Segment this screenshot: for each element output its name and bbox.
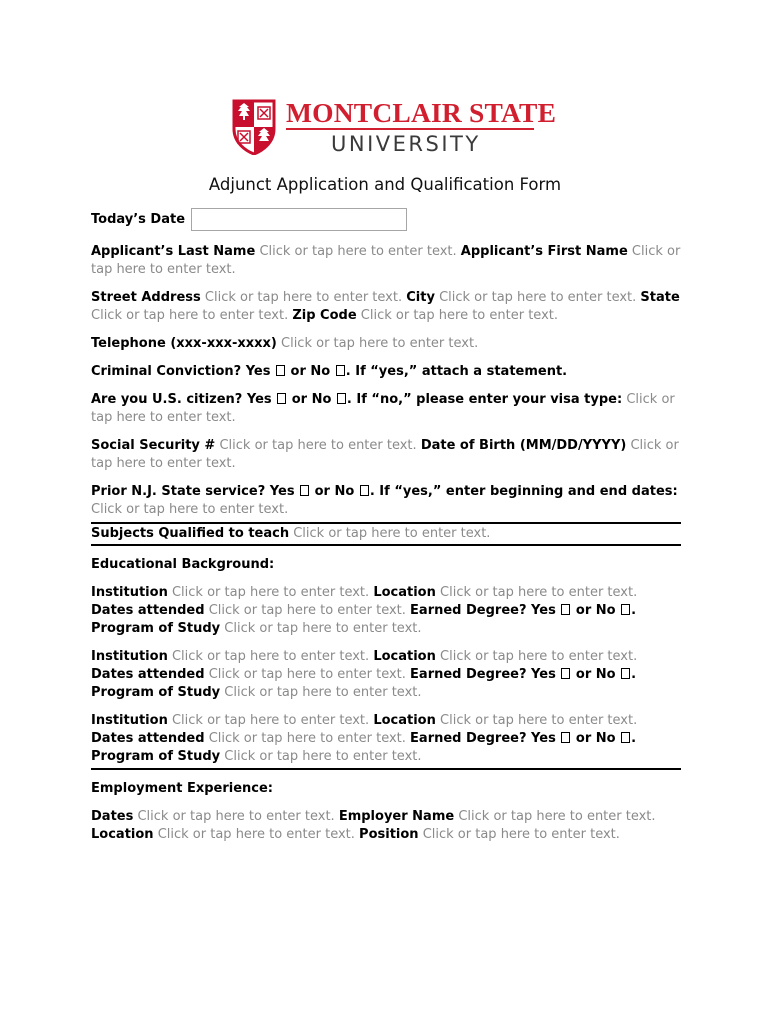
location-label: Location xyxy=(373,585,436,600)
institution-label: Institution xyxy=(91,649,168,664)
position-field[interactable] xyxy=(423,827,620,842)
nj-or-no-label: or No xyxy=(314,484,355,499)
program-field[interactable]: Click or tap here to enter text. xyxy=(224,749,422,764)
program-label: Program of Study xyxy=(91,749,221,764)
nj-dates-field[interactable]: Click or tap here to enter text. xyxy=(91,502,289,517)
logo-text-top: MONTCLAIR STATE xyxy=(286,97,557,128)
row-ssn-dob xyxy=(91,437,681,473)
citizen-no-checkbox[interactable] xyxy=(337,393,346,404)
row-subjects xyxy=(91,525,681,543)
row-criminal xyxy=(91,363,681,381)
telephone-label: Telephone (xxx-xxx-xxxx) xyxy=(91,336,277,351)
emp-dates-field[interactable]: Click or tap here to enter text. xyxy=(137,809,335,824)
earned-degree-label: Earned Degree? Yes xyxy=(410,731,556,746)
criminal-no-checkbox[interactable] xyxy=(336,365,345,376)
form-body xyxy=(91,208,681,844)
state-field[interactable]: Click or tap here to enter text. xyxy=(91,308,289,323)
dates-attended-label: Dates attended xyxy=(91,731,205,746)
employment-experience-heading xyxy=(91,780,681,798)
program-label: Program of Study xyxy=(91,621,221,636)
position-placeholder-part-2: text. xyxy=(590,827,620,842)
ssn-label: Social Security # xyxy=(91,438,216,453)
location-field[interactable]: Click or tap here to enter text. xyxy=(440,713,638,728)
row-todays-date xyxy=(91,208,681,234)
dates-attended-label: Dates attended xyxy=(91,667,205,682)
institution-field[interactable]: Click or tap here to enter text. xyxy=(171,585,370,600)
period-text: . xyxy=(631,603,637,618)
program-label: Program of Study xyxy=(91,685,221,700)
employer-label: Employer Name xyxy=(338,809,455,824)
dates-attended-field[interactable]: Click or tap here to enter text. xyxy=(208,731,406,746)
earned-or-no-label: or No xyxy=(575,667,616,682)
street-label: Street Address xyxy=(91,290,201,305)
todays-date-input[interactable] xyxy=(191,208,407,231)
divider xyxy=(91,768,681,770)
logo-divider xyxy=(286,128,534,130)
earned-no-checkbox[interactable] xyxy=(621,668,630,679)
divider xyxy=(91,522,681,524)
nj-label: Prior N.J. State service? Yes xyxy=(91,484,295,499)
divider xyxy=(91,544,681,546)
location-label: Location xyxy=(373,649,436,664)
nj-no-checkbox[interactable] xyxy=(360,485,369,496)
telephone-field[interactable]: Click or tap here to enter text. xyxy=(281,336,479,351)
education-entry xyxy=(91,648,681,702)
location-field[interactable]: Click or tap here to enter text. xyxy=(440,585,638,600)
program-field[interactable]: Click or tap here to enter text. xyxy=(224,621,422,636)
shield-crest-icon xyxy=(232,99,276,155)
location-label: Location xyxy=(373,713,436,728)
emp-dates-label: Dates xyxy=(91,809,134,824)
street-field[interactable]: Click or tap here to enter text. xyxy=(204,290,403,305)
emp-location-label: Location xyxy=(91,827,154,842)
earned-degree-label: Earned Degree? Yes xyxy=(410,667,556,682)
first-name-field[interactable]: Click or tap here to enter text. xyxy=(91,244,681,277)
criminal-tail-text: . If “yes,” attach a statement. xyxy=(345,364,568,379)
institution-label: Institution xyxy=(91,585,168,600)
criminal-yes-checkbox[interactable] xyxy=(276,365,285,376)
row-citizen xyxy=(91,391,681,427)
row-address xyxy=(91,289,681,325)
edu-heading-text: Educational Background: xyxy=(91,557,275,572)
dob-field[interactable]: Click or tap here to enter text. xyxy=(91,438,679,471)
position-label: Position xyxy=(359,827,419,842)
first-name-label: Applicant’s First Name xyxy=(460,244,628,259)
institution-field[interactable]: Click or tap here to enter text. xyxy=(171,649,370,664)
education-entry xyxy=(91,712,681,766)
city-label: City xyxy=(406,290,435,305)
last-name-label: Applicant’s Last Name xyxy=(91,244,256,259)
subjects-label: Subjects Qualified to teach xyxy=(91,526,290,541)
nj-dates-label: dates: xyxy=(631,484,678,499)
row-nj-service xyxy=(91,483,681,519)
visa-type-field[interactable]: Click or tap here to enter text. xyxy=(91,392,675,425)
earned-or-no-label: or No xyxy=(575,731,616,746)
university-logo xyxy=(232,97,557,156)
location-field[interactable]: Click or tap here to enter text. xyxy=(440,649,638,664)
nj-yes-checkbox[interactable] xyxy=(300,485,309,496)
institution-field[interactable]: Click or tap here to enter text. xyxy=(171,713,370,728)
form-title: Adjunct Application and Qualification Form xyxy=(208,175,562,194)
last-name-field[interactable]: Click or tap here to enter text. xyxy=(259,244,457,259)
earned-yes-checkbox[interactable] xyxy=(561,668,570,679)
employer-field[interactable]: Click or tap here to enter text. xyxy=(458,809,656,824)
criminal-or-no-label: or No xyxy=(290,364,331,379)
earned-yes-checkbox[interactable] xyxy=(561,604,570,615)
earned-yes-checkbox[interactable] xyxy=(561,732,570,743)
row-names xyxy=(91,243,681,279)
period-text: . xyxy=(631,667,637,682)
dob-label: Date of Birth (MM/DD/YYYY) xyxy=(420,438,627,453)
todays-date-label: Today’s Date xyxy=(91,212,186,227)
program-field[interactable]: Click or tap here to enter text. xyxy=(224,685,422,700)
ssn-field[interactable]: Click or tap here to enter text. xyxy=(219,438,417,453)
period-text: . xyxy=(631,731,637,746)
emp-location-field[interactable]: Click or tap here to enter text. xyxy=(157,827,355,842)
criminal-label: Criminal Conviction? Yes xyxy=(91,364,271,379)
state-label: State xyxy=(640,290,680,305)
earned-no-checkbox[interactable] xyxy=(621,732,630,743)
institution-label: Institution xyxy=(91,713,168,728)
employment-heading-text: Employment Experience: xyxy=(91,781,273,796)
employment-entry xyxy=(91,808,681,844)
dates-attended-field[interactable]: Click or tap here to enter text. xyxy=(208,603,406,618)
citizen-or-no-label: or No xyxy=(291,392,332,407)
education-entry xyxy=(91,584,681,638)
educational-background-heading xyxy=(91,556,681,574)
zip-field[interactable]: Click or tap here to enter text. xyxy=(360,308,558,323)
citizen-tail-text: . If “no,” please enter your visa type: xyxy=(346,392,623,407)
subjects-field[interactable]: Click or tap here to enter text. xyxy=(293,526,491,541)
earned-no-checkbox[interactable] xyxy=(621,604,630,615)
row-telephone xyxy=(91,335,681,353)
logo-text-bottom: UNIVERSITY xyxy=(331,131,481,156)
dates-attended-label: Dates attended xyxy=(91,603,205,618)
dates-attended-field[interactable]: Click or tap here to enter text. xyxy=(208,667,406,682)
earned-or-no-label: or No xyxy=(575,603,616,618)
citizen-label: Are you U.S. citizen? Yes xyxy=(91,392,272,407)
citizen-yes-checkbox[interactable] xyxy=(277,393,286,404)
position-placeholder-part-1: Click or tap here to enter xyxy=(422,827,586,842)
zip-label: Zip Code xyxy=(292,308,357,323)
nj-tail-text: . If “yes,” enter beginning and end xyxy=(369,484,628,499)
city-field[interactable]: Click or tap here to enter text. xyxy=(439,290,637,305)
earned-degree-label: Earned Degree? Yes xyxy=(410,603,556,618)
